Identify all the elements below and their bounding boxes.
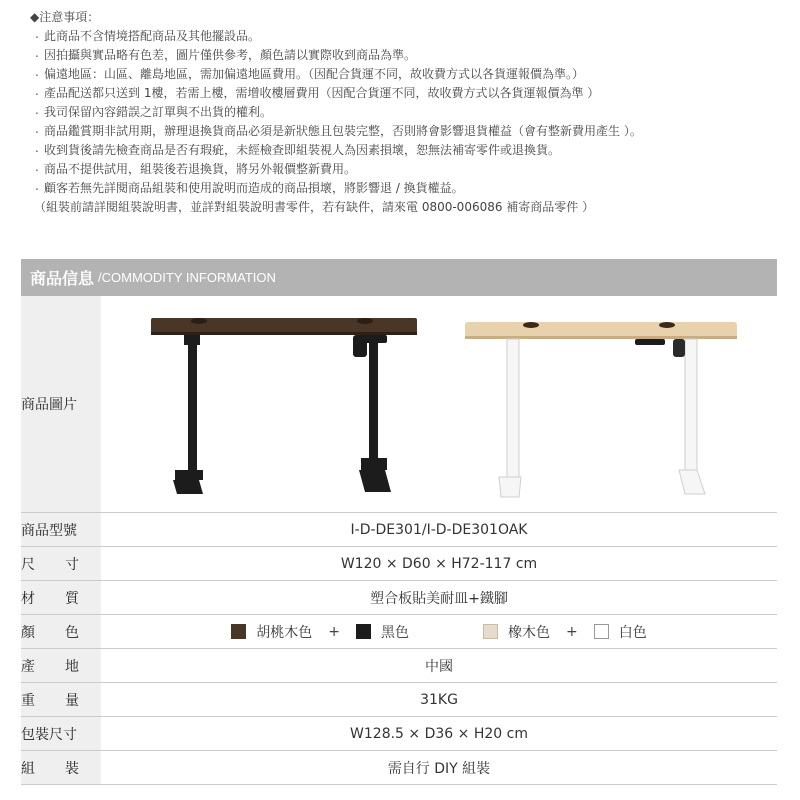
spec-row-package <box>21 717 777 751</box>
spec-row-origin <box>21 649 777 683</box>
origin-label <box>21 649 101 683</box>
plus-sign: + <box>566 623 578 640</box>
spec-row-weight <box>21 683 777 717</box>
origin-label-char: 地 <box>65 658 79 675</box>
walnut-black-desk-image <box>129 312 419 512</box>
notice-item: . 顧客若無先詳閱商品組裝和使用說明而造成的商品損壞，將影響退 / 換貨權益。 <box>30 179 780 198</box>
oak-swatch <box>483 624 498 639</box>
header-title-en: /COMMODITY INFORMATION <box>98 270 276 285</box>
notice-item: . 產品配送都只送到 1樓，若需上樓，需增收樓層費用（因配合貨運不同，故收費方式以各貨運報價為準 ） <box>30 84 780 103</box>
walnut-swatch <box>231 624 246 639</box>
notice-item: . 此商品不含情境搭配商品及其他擺設品。 <box>30 27 780 46</box>
assembly-label-char: 裝 <box>65 760 79 777</box>
header-title-zh: 商品信息 <box>30 269 95 288</box>
assembly-label-char: 組 <box>21 760 35 777</box>
notice-footer: （組裝前請詳閱組裝說明書，並詳對組裝說明書零件，若有缺件，請來電 0800-006086 補寄商品零件 ） <box>34 200 595 214</box>
notice-item: . 我司保留內容錯誤之訂單與不出貨的權利。 <box>30 103 780 122</box>
weight-value: 31KG <box>101 683 777 717</box>
color-value <box>101 615 777 649</box>
size-label-char: 尺 <box>21 556 35 573</box>
material-label-char: 質 <box>65 590 79 607</box>
notice-item: . 商品不提供試用，組裝後若退換貨，將另外報價整新費用。 <box>30 160 780 179</box>
material-label-char: 材 <box>21 590 35 607</box>
size-label-char: 寸 <box>65 556 79 573</box>
spec-row-photo <box>21 296 777 513</box>
spec-row-assembly <box>21 751 777 785</box>
model-value: I-D-DE301/I-D-DE301OAK <box>101 513 777 547</box>
material-value: 塑合板貼美耐皿+鐵腳 <box>101 581 777 615</box>
weight-label <box>21 683 101 717</box>
notice-item: . 收到貨後請先檢查商品是否有瑕疵，未經檢查即組裝視人為因素損壞，恕無法補寄零件或退換貨。 <box>30 141 780 160</box>
photo-label: 商品圖片 <box>21 296 101 513</box>
notice-title: ◆注意事項： <box>30 10 100 24</box>
assembly-value: 需自行 DIY 組裝 <box>101 751 777 785</box>
origin-value: 中國 <box>101 649 777 683</box>
color-label-char: 顏 <box>21 624 35 641</box>
weight-label-char: 重 <box>21 692 35 709</box>
notice-item: . 商品鑑賞期非試用期，辦理退換貨商品必須是新狀態且包裝完整，否則將會影響退貨權益（會有整新費用產生 ）。 <box>30 122 780 141</box>
commodity-info-table <box>21 259 777 779</box>
oak-white-desk-image <box>459 312 749 512</box>
notice-item: . 偏遠地區：山區、離島地區，需加偏遠地區費用。（因配合貨運不同，故收費方式以各貨運報價為準。） <box>30 65 780 84</box>
white-swatch <box>594 624 609 639</box>
walnut-color-name: 胡桃木色 <box>256 624 313 641</box>
photo-cell <box>101 296 777 513</box>
spec-row-model <box>21 513 777 547</box>
model-label: 商品型號 <box>21 513 101 547</box>
package-label: 包裝尺寸 <box>21 717 101 751</box>
material-label <box>21 581 101 615</box>
black-swatch <box>356 624 371 639</box>
spec-row-size <box>21 547 777 581</box>
spec-row-material <box>21 581 777 615</box>
size-label <box>21 547 101 581</box>
spec-grid <box>21 296 777 785</box>
origin-label-char: 產 <box>21 658 35 675</box>
notice-item: . 因拍攝與實品略有色差，圖片僅供參考，顏色請以實際收到商品為準。 <box>30 46 780 65</box>
black-color-name: 黑色 <box>381 624 409 641</box>
size-value: W120 × D60 × H72-117 cm <box>101 547 777 581</box>
white-color-name: 白色 <box>618 624 647 641</box>
spec-row-color <box>21 615 777 649</box>
plus-sign: + <box>328 623 340 640</box>
color-label <box>21 615 101 649</box>
commodity-info-header <box>21 259 777 296</box>
package-value: W128.5 × D36 × H20 cm <box>101 717 777 751</box>
color-label-char: 色 <box>65 624 79 641</box>
assembly-label <box>21 751 101 785</box>
notice-section <box>30 8 780 217</box>
oak-color-name: 橡木色 <box>508 624 550 641</box>
weight-label-char: 量 <box>65 692 79 709</box>
